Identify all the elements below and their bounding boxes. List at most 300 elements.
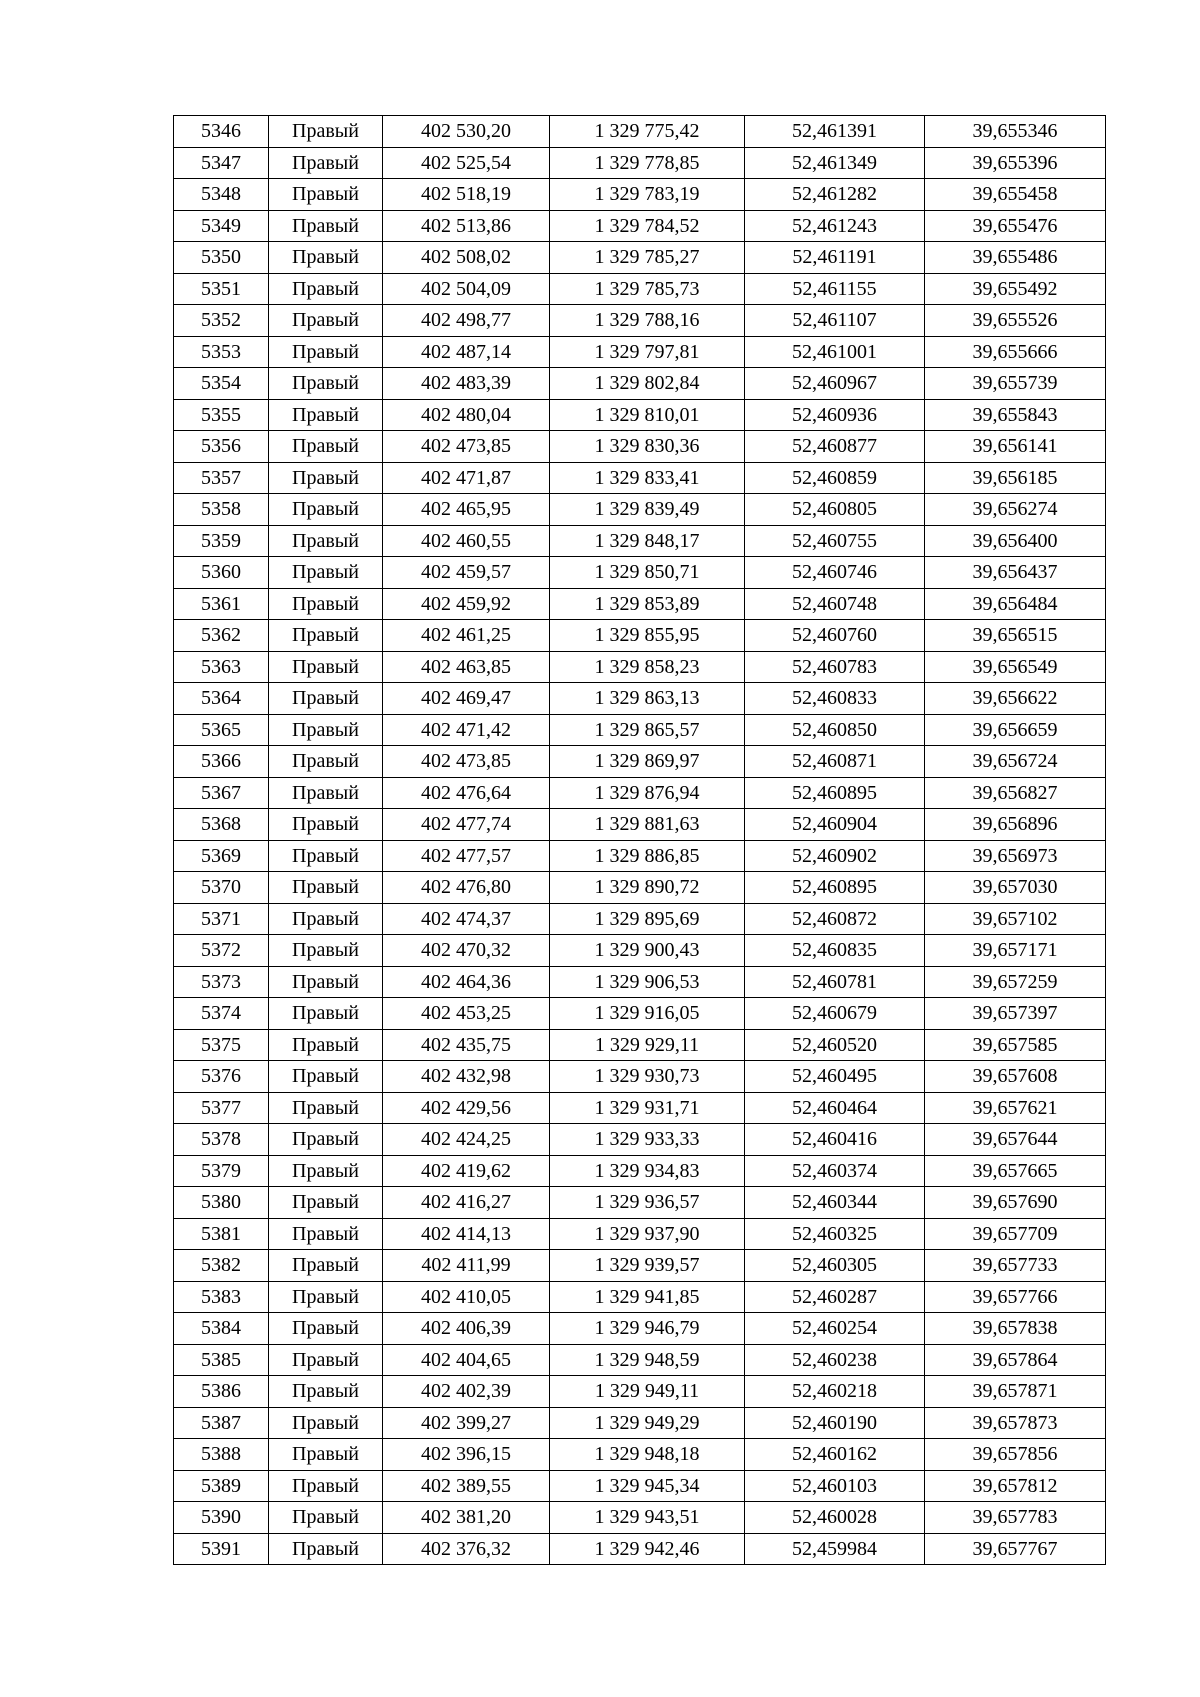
point-number-cell: 5369 xyxy=(174,840,269,872)
point-number-cell: 5376 xyxy=(174,1061,269,1093)
table-row xyxy=(174,1124,1106,1156)
latitude-cell: 52,460746 xyxy=(745,557,925,589)
table-row xyxy=(174,462,1106,494)
latitude-cell: 52,460833 xyxy=(745,683,925,715)
point-number-cell: 5365 xyxy=(174,714,269,746)
latitude-cell: 52,460850 xyxy=(745,714,925,746)
point-number-cell: 5387 xyxy=(174,1407,269,1439)
longitude-cell: 39,657585 xyxy=(925,1029,1106,1061)
y-coordinate-cell: 1 329 895,69 xyxy=(550,903,745,935)
side-cell: Правый xyxy=(269,494,383,526)
y-coordinate-cell: 1 329 830,36 xyxy=(550,431,745,463)
point-number-cell: 5375 xyxy=(174,1029,269,1061)
point-number-cell: 5362 xyxy=(174,620,269,652)
table-row xyxy=(174,273,1106,305)
longitude-cell: 39,655843 xyxy=(925,399,1106,431)
x-coordinate-cell: 402 513,86 xyxy=(383,210,550,242)
point-number-cell: 5370 xyxy=(174,872,269,904)
longitude-cell: 39,655526 xyxy=(925,305,1106,337)
y-coordinate-cell: 1 329 855,95 xyxy=(550,620,745,652)
y-coordinate-cell: 1 329 934,83 xyxy=(550,1155,745,1187)
latitude-cell: 52,460325 xyxy=(745,1218,925,1250)
latitude-cell: 52,460218 xyxy=(745,1376,925,1408)
longitude-cell: 39,655486 xyxy=(925,242,1106,274)
x-coordinate-cell: 402 432,98 xyxy=(383,1061,550,1093)
latitude-cell: 52,460287 xyxy=(745,1281,925,1313)
point-number-cell: 5383 xyxy=(174,1281,269,1313)
x-coordinate-cell: 402 414,13 xyxy=(383,1218,550,1250)
latitude-cell: 52,460936 xyxy=(745,399,925,431)
y-coordinate-cell: 1 329 939,57 xyxy=(550,1250,745,1282)
y-coordinate-cell: 1 329 876,94 xyxy=(550,777,745,809)
point-number-cell: 5385 xyxy=(174,1344,269,1376)
latitude-cell: 52,461155 xyxy=(745,273,925,305)
table-row xyxy=(174,651,1106,683)
point-number-cell: 5377 xyxy=(174,1092,269,1124)
side-cell: Правый xyxy=(269,147,383,179)
table-row xyxy=(174,1281,1106,1313)
table-row xyxy=(174,714,1106,746)
side-cell: Правый xyxy=(269,1533,383,1565)
y-coordinate-cell: 1 329 890,72 xyxy=(550,872,745,904)
x-coordinate-cell: 402 376,32 xyxy=(383,1533,550,1565)
side-cell: Правый xyxy=(269,714,383,746)
point-number-cell: 5364 xyxy=(174,683,269,715)
longitude-cell: 39,656827 xyxy=(925,777,1106,809)
latitude-cell: 52,460679 xyxy=(745,998,925,1030)
coordinates-table xyxy=(173,115,1106,1565)
y-coordinate-cell: 1 329 865,57 xyxy=(550,714,745,746)
side-cell: Правый xyxy=(269,462,383,494)
longitude-cell: 39,655346 xyxy=(925,116,1106,148)
latitude-cell: 52,459984 xyxy=(745,1533,925,1565)
side-cell: Правый xyxy=(269,557,383,589)
latitude-cell: 52,460781 xyxy=(745,966,925,998)
table-row xyxy=(174,1029,1106,1061)
longitude-cell: 39,656484 xyxy=(925,588,1106,620)
y-coordinate-cell: 1 329 881,63 xyxy=(550,809,745,841)
latitude-cell: 52,460495 xyxy=(745,1061,925,1093)
side-cell: Правый xyxy=(269,273,383,305)
side-cell: Правый xyxy=(269,368,383,400)
y-coordinate-cell: 1 329 802,84 xyxy=(550,368,745,400)
x-coordinate-cell: 402 461,25 xyxy=(383,620,550,652)
point-number-cell: 5358 xyxy=(174,494,269,526)
y-coordinate-cell: 1 329 778,85 xyxy=(550,147,745,179)
longitude-cell: 39,657644 xyxy=(925,1124,1106,1156)
point-number-cell: 5361 xyxy=(174,588,269,620)
table-row xyxy=(174,1533,1106,1565)
table-row xyxy=(174,840,1106,872)
x-coordinate-cell: 402 406,39 xyxy=(383,1313,550,1345)
side-cell: Правый xyxy=(269,1124,383,1156)
x-coordinate-cell: 402 483,39 xyxy=(383,368,550,400)
side-cell: Правый xyxy=(269,966,383,998)
y-coordinate-cell: 1 329 941,85 xyxy=(550,1281,745,1313)
point-number-cell: 5382 xyxy=(174,1250,269,1282)
point-number-cell: 5367 xyxy=(174,777,269,809)
longitude-cell: 39,657709 xyxy=(925,1218,1106,1250)
x-coordinate-cell: 402 487,14 xyxy=(383,336,550,368)
point-number-cell: 5366 xyxy=(174,746,269,778)
x-coordinate-cell: 402 469,47 xyxy=(383,683,550,715)
side-cell: Правый xyxy=(269,840,383,872)
longitude-cell: 39,657871 xyxy=(925,1376,1106,1408)
point-number-cell: 5356 xyxy=(174,431,269,463)
x-coordinate-cell: 402 474,37 xyxy=(383,903,550,935)
latitude-cell: 52,460877 xyxy=(745,431,925,463)
table-row xyxy=(174,683,1106,715)
side-cell: Правый xyxy=(269,1470,383,1502)
side-cell: Правый xyxy=(269,620,383,652)
y-coordinate-cell: 1 329 858,23 xyxy=(550,651,745,683)
longitude-cell: 39,656141 xyxy=(925,431,1106,463)
side-cell: Правый xyxy=(269,525,383,557)
y-coordinate-cell: 1 329 869,97 xyxy=(550,746,745,778)
point-number-cell: 5357 xyxy=(174,462,269,494)
table-row xyxy=(174,431,1106,463)
point-number-cell: 5379 xyxy=(174,1155,269,1187)
side-cell: Правый xyxy=(269,998,383,1030)
table-row xyxy=(174,935,1106,967)
y-coordinate-cell: 1 329 810,01 xyxy=(550,399,745,431)
latitude-cell: 52,460103 xyxy=(745,1470,925,1502)
x-coordinate-cell: 402 416,27 xyxy=(383,1187,550,1219)
table-row xyxy=(174,998,1106,1030)
longitude-cell: 39,656549 xyxy=(925,651,1106,683)
longitude-cell: 39,656896 xyxy=(925,809,1106,841)
x-coordinate-cell: 402 464,36 xyxy=(383,966,550,998)
y-coordinate-cell: 1 329 945,34 xyxy=(550,1470,745,1502)
y-coordinate-cell: 1 329 900,43 xyxy=(550,935,745,967)
point-number-cell: 5363 xyxy=(174,651,269,683)
x-coordinate-cell: 402 453,25 xyxy=(383,998,550,1030)
point-number-cell: 5378 xyxy=(174,1124,269,1156)
x-coordinate-cell: 402 402,39 xyxy=(383,1376,550,1408)
point-number-cell: 5380 xyxy=(174,1187,269,1219)
longitude-cell: 39,656973 xyxy=(925,840,1106,872)
side-cell: Правый xyxy=(269,305,383,337)
latitude-cell: 52,461282 xyxy=(745,179,925,211)
side-cell: Правый xyxy=(269,683,383,715)
point-number-cell: 5347 xyxy=(174,147,269,179)
point-number-cell: 5388 xyxy=(174,1439,269,1471)
point-number-cell: 5350 xyxy=(174,242,269,274)
table-row xyxy=(174,399,1106,431)
table-row xyxy=(174,1313,1106,1345)
table-row xyxy=(174,494,1106,526)
table-row xyxy=(174,1155,1106,1187)
longitude-cell: 39,656515 xyxy=(925,620,1106,652)
point-number-cell: 5386 xyxy=(174,1376,269,1408)
longitude-cell: 39,655396 xyxy=(925,147,1106,179)
x-coordinate-cell: 402 463,85 xyxy=(383,651,550,683)
latitude-cell: 52,460416 xyxy=(745,1124,925,1156)
longitude-cell: 39,655492 xyxy=(925,273,1106,305)
side-cell: Правый xyxy=(269,903,383,935)
side-cell: Правый xyxy=(269,116,383,148)
y-coordinate-cell: 1 329 839,49 xyxy=(550,494,745,526)
y-coordinate-cell: 1 329 906,53 xyxy=(550,966,745,998)
longitude-cell: 39,657030 xyxy=(925,872,1106,904)
y-coordinate-cell: 1 329 949,29 xyxy=(550,1407,745,1439)
table-row xyxy=(174,242,1106,274)
side-cell: Правый xyxy=(269,1281,383,1313)
longitude-cell: 39,655476 xyxy=(925,210,1106,242)
y-coordinate-cell: 1 329 936,57 xyxy=(550,1187,745,1219)
x-coordinate-cell: 402 525,54 xyxy=(383,147,550,179)
table-row xyxy=(174,903,1106,935)
x-coordinate-cell: 402 480,04 xyxy=(383,399,550,431)
y-coordinate-cell: 1 329 933,33 xyxy=(550,1124,745,1156)
longitude-cell: 39,657856 xyxy=(925,1439,1106,1471)
table-row xyxy=(174,557,1106,589)
x-coordinate-cell: 402 473,85 xyxy=(383,746,550,778)
latitude-cell: 52,460902 xyxy=(745,840,925,872)
longitude-cell: 39,657733 xyxy=(925,1250,1106,1282)
longitude-cell: 39,655666 xyxy=(925,336,1106,368)
side-cell: Правый xyxy=(269,336,383,368)
x-coordinate-cell: 402 396,15 xyxy=(383,1439,550,1471)
table-row xyxy=(174,305,1106,337)
x-coordinate-cell: 402 471,42 xyxy=(383,714,550,746)
table-row xyxy=(174,777,1106,809)
x-coordinate-cell: 402 424,25 xyxy=(383,1124,550,1156)
x-coordinate-cell: 402 381,20 xyxy=(383,1502,550,1534)
side-cell: Правый xyxy=(269,1155,383,1187)
longitude-cell: 39,657259 xyxy=(925,966,1106,998)
side-cell: Правый xyxy=(269,651,383,683)
side-cell: Правый xyxy=(269,1218,383,1250)
y-coordinate-cell: 1 329 783,19 xyxy=(550,179,745,211)
longitude-cell: 39,656400 xyxy=(925,525,1106,557)
latitude-cell: 52,460805 xyxy=(745,494,925,526)
longitude-cell: 39,657665 xyxy=(925,1155,1106,1187)
longitude-cell: 39,657171 xyxy=(925,935,1106,967)
x-coordinate-cell: 402 411,99 xyxy=(383,1250,550,1282)
table-row xyxy=(174,1470,1106,1502)
x-coordinate-cell: 402 399,27 xyxy=(383,1407,550,1439)
latitude-cell: 52,460344 xyxy=(745,1187,925,1219)
table-row xyxy=(174,1439,1106,1471)
x-coordinate-cell: 402 518,19 xyxy=(383,179,550,211)
y-coordinate-cell: 1 329 916,05 xyxy=(550,998,745,1030)
table-row xyxy=(174,179,1106,211)
point-number-cell: 5351 xyxy=(174,273,269,305)
x-coordinate-cell: 402 429,56 xyxy=(383,1092,550,1124)
x-coordinate-cell: 402 476,64 xyxy=(383,777,550,809)
y-coordinate-cell: 1 329 785,27 xyxy=(550,242,745,274)
table-row xyxy=(174,620,1106,652)
latitude-cell: 52,460162 xyxy=(745,1439,925,1471)
side-cell: Правый xyxy=(269,1344,383,1376)
x-coordinate-cell: 402 410,05 xyxy=(383,1281,550,1313)
latitude-cell: 52,461001 xyxy=(745,336,925,368)
table-row xyxy=(174,746,1106,778)
point-number-cell: 5346 xyxy=(174,116,269,148)
point-number-cell: 5352 xyxy=(174,305,269,337)
side-cell: Правый xyxy=(269,179,383,211)
latitude-cell: 52,460871 xyxy=(745,746,925,778)
table-row xyxy=(174,1344,1106,1376)
x-coordinate-cell: 402 460,55 xyxy=(383,525,550,557)
x-coordinate-cell: 402 404,65 xyxy=(383,1344,550,1376)
side-cell: Правый xyxy=(269,399,383,431)
point-number-cell: 5371 xyxy=(174,903,269,935)
longitude-cell: 39,656659 xyxy=(925,714,1106,746)
point-number-cell: 5359 xyxy=(174,525,269,557)
table-row xyxy=(174,1218,1106,1250)
table-row xyxy=(174,872,1106,904)
longitude-cell: 39,657812 xyxy=(925,1470,1106,1502)
x-coordinate-cell: 402 504,09 xyxy=(383,273,550,305)
y-coordinate-cell: 1 329 848,17 xyxy=(550,525,745,557)
x-coordinate-cell: 402 470,32 xyxy=(383,935,550,967)
longitude-cell: 39,656185 xyxy=(925,462,1106,494)
longitude-cell: 39,657873 xyxy=(925,1407,1106,1439)
longitude-cell: 39,657864 xyxy=(925,1344,1106,1376)
longitude-cell: 39,657102 xyxy=(925,903,1106,935)
table-row xyxy=(174,1250,1106,1282)
x-coordinate-cell: 402 477,57 xyxy=(383,840,550,872)
y-coordinate-cell: 1 329 942,46 xyxy=(550,1533,745,1565)
x-coordinate-cell: 402 476,80 xyxy=(383,872,550,904)
longitude-cell: 39,657690 xyxy=(925,1187,1106,1219)
table-row xyxy=(174,1376,1106,1408)
longitude-cell: 39,656437 xyxy=(925,557,1106,589)
y-coordinate-cell: 1 329 930,73 xyxy=(550,1061,745,1093)
y-coordinate-cell: 1 329 788,16 xyxy=(550,305,745,337)
latitude-cell: 52,460238 xyxy=(745,1344,925,1376)
y-coordinate-cell: 1 329 931,71 xyxy=(550,1092,745,1124)
point-number-cell: 5360 xyxy=(174,557,269,589)
point-number-cell: 5384 xyxy=(174,1313,269,1345)
x-coordinate-cell: 402 477,74 xyxy=(383,809,550,841)
table-row xyxy=(174,1407,1106,1439)
latitude-cell: 52,460464 xyxy=(745,1092,925,1124)
latitude-cell: 52,460374 xyxy=(745,1155,925,1187)
side-cell: Правый xyxy=(269,588,383,620)
latitude-cell: 52,460190 xyxy=(745,1407,925,1439)
side-cell: Правый xyxy=(269,242,383,274)
x-coordinate-cell: 402 459,57 xyxy=(383,557,550,589)
latitude-cell: 52,460904 xyxy=(745,809,925,841)
latitude-cell: 52,460835 xyxy=(745,935,925,967)
latitude-cell: 52,460748 xyxy=(745,588,925,620)
latitude-cell: 52,460783 xyxy=(745,651,925,683)
side-cell: Правый xyxy=(269,1250,383,1282)
y-coordinate-cell: 1 329 937,90 xyxy=(550,1218,745,1250)
longitude-cell: 39,657766 xyxy=(925,1281,1106,1313)
y-coordinate-cell: 1 329 784,52 xyxy=(550,210,745,242)
x-coordinate-cell: 402 435,75 xyxy=(383,1029,550,1061)
side-cell: Правый xyxy=(269,1313,383,1345)
longitude-cell: 39,656274 xyxy=(925,494,1106,526)
coordinates-table-body xyxy=(174,116,1106,1565)
side-cell: Правый xyxy=(269,872,383,904)
latitude-cell: 52,460859 xyxy=(745,462,925,494)
table-row xyxy=(174,1502,1106,1534)
latitude-cell: 52,461391 xyxy=(745,116,925,148)
y-coordinate-cell: 1 329 775,42 xyxy=(550,116,745,148)
point-number-cell: 5374 xyxy=(174,998,269,1030)
side-cell: Правый xyxy=(269,1439,383,1471)
latitude-cell: 52,460254 xyxy=(745,1313,925,1345)
x-coordinate-cell: 402 471,87 xyxy=(383,462,550,494)
longitude-cell: 39,657783 xyxy=(925,1502,1106,1534)
side-cell: Правый xyxy=(269,777,383,809)
longitude-cell: 39,657621 xyxy=(925,1092,1106,1124)
table-row xyxy=(174,1187,1106,1219)
table-row xyxy=(174,210,1106,242)
side-cell: Правый xyxy=(269,1061,383,1093)
longitude-cell: 39,657397 xyxy=(925,998,1106,1030)
latitude-cell: 52,461349 xyxy=(745,147,925,179)
table-row xyxy=(174,1092,1106,1124)
longitude-cell: 39,657767 xyxy=(925,1533,1106,1565)
y-coordinate-cell: 1 329 863,13 xyxy=(550,683,745,715)
side-cell: Правый xyxy=(269,809,383,841)
latitude-cell: 52,460755 xyxy=(745,525,925,557)
point-number-cell: 5373 xyxy=(174,966,269,998)
point-number-cell: 5391 xyxy=(174,1533,269,1565)
side-cell: Правый xyxy=(269,746,383,778)
latitude-cell: 52,460760 xyxy=(745,620,925,652)
longitude-cell: 39,655739 xyxy=(925,368,1106,400)
point-number-cell: 5390 xyxy=(174,1502,269,1534)
y-coordinate-cell: 1 329 853,89 xyxy=(550,588,745,620)
point-number-cell: 5355 xyxy=(174,399,269,431)
side-cell: Правый xyxy=(269,431,383,463)
side-cell: Правый xyxy=(269,1376,383,1408)
latitude-cell: 52,461191 xyxy=(745,242,925,274)
latitude-cell: 52,461107 xyxy=(745,305,925,337)
point-number-cell: 5389 xyxy=(174,1470,269,1502)
table-row xyxy=(174,588,1106,620)
x-coordinate-cell: 402 473,85 xyxy=(383,431,550,463)
side-cell: Правый xyxy=(269,1029,383,1061)
table-row xyxy=(174,966,1106,998)
y-coordinate-cell: 1 329 886,85 xyxy=(550,840,745,872)
longitude-cell: 39,657608 xyxy=(925,1061,1106,1093)
y-coordinate-cell: 1 329 948,18 xyxy=(550,1439,745,1471)
table-row xyxy=(174,809,1106,841)
y-coordinate-cell: 1 329 850,71 xyxy=(550,557,745,589)
side-cell: Правый xyxy=(269,1502,383,1534)
point-number-cell: 5381 xyxy=(174,1218,269,1250)
x-coordinate-cell: 402 459,92 xyxy=(383,588,550,620)
latitude-cell: 52,460967 xyxy=(745,368,925,400)
y-coordinate-cell: 1 329 946,79 xyxy=(550,1313,745,1345)
point-number-cell: 5348 xyxy=(174,179,269,211)
y-coordinate-cell: 1 329 833,41 xyxy=(550,462,745,494)
x-coordinate-cell: 402 530,20 xyxy=(383,116,550,148)
latitude-cell: 52,460305 xyxy=(745,1250,925,1282)
y-coordinate-cell: 1 329 948,59 xyxy=(550,1344,745,1376)
y-coordinate-cell: 1 329 943,51 xyxy=(550,1502,745,1534)
y-coordinate-cell: 1 329 929,11 xyxy=(550,1029,745,1061)
side-cell: Правый xyxy=(269,1092,383,1124)
side-cell: Правый xyxy=(269,1407,383,1439)
longitude-cell: 39,655458 xyxy=(925,179,1106,211)
latitude-cell: 52,460520 xyxy=(745,1029,925,1061)
y-coordinate-cell: 1 329 797,81 xyxy=(550,336,745,368)
latitude-cell: 52,460872 xyxy=(745,903,925,935)
point-number-cell: 5368 xyxy=(174,809,269,841)
table-row xyxy=(174,147,1106,179)
longitude-cell: 39,656724 xyxy=(925,746,1106,778)
longitude-cell: 39,657838 xyxy=(925,1313,1106,1345)
